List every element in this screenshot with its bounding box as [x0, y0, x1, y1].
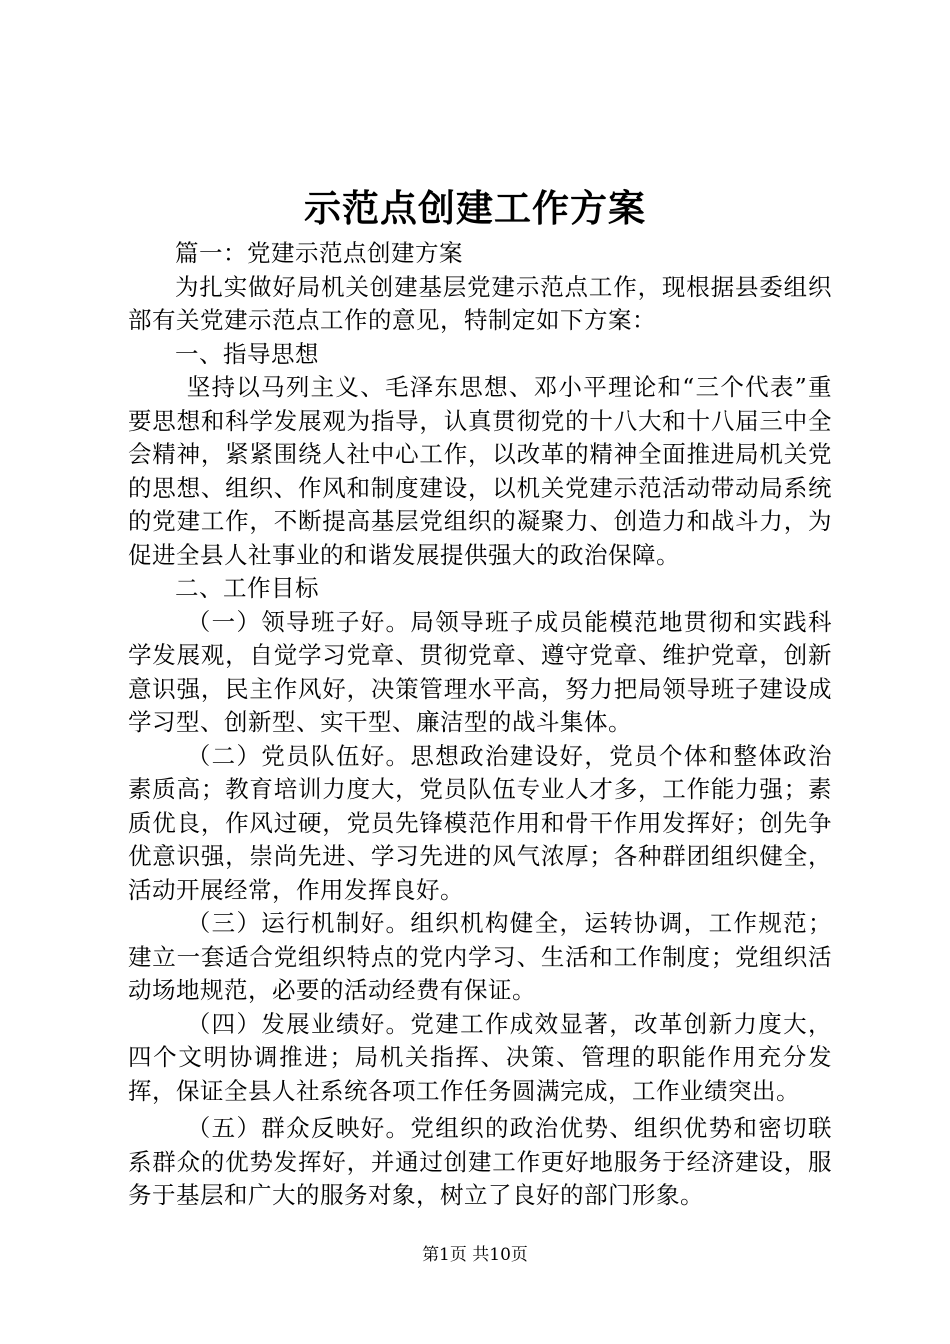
page-number-footer: 第1页 共10页: [422, 1245, 528, 1265]
goal-paragraph-4: （四）发展业绩好。党建工作成效显著，改革创新力度大，四个文明协调推进；局机关指挥、决策、管理的职能作用充分发挥，保证全县人社系统各项工作任务圆满完成，工作业绩突出。: [128, 1009, 832, 1105]
guiding-ideology-paragraph: 坚持以马列主义、毛泽东思想、邓小平理论和“三个代表”重要思想和科学发展观为指导，认真贯彻党的十八大和十八届三中全会精神，紧紧围绕人社中心工作，以改革的精神全面推进局机关党的思想、组织、作风和制度建设，以机关党建示范活动带动局系统的党建工作，不断提高基层党组织的凝聚力、创造力和战斗力，为促进全县人社事业的和谐发展提供强大的政治保障。: [128, 373, 832, 569]
goal-paragraph-3: （三）运行机制好。组织机构健全，运转协调，工作规范；建立一套适合党组织特点的党内学习、生活和工作制度；党组织活动场地规范，必要的活动经费有保证。: [128, 909, 832, 1004]
heading-guiding-ideology: 一、指导思想: [175, 339, 319, 368]
heading-work-goals: 二、工作目标: [175, 574, 319, 602]
document-body: [128, 237, 832, 1213]
document-title: 示范点创建工作方案: [304, 186, 646, 230]
section-heading-part-one: 篇一：党建示范点创建方案: [175, 239, 463, 267]
goal-paragraph-2: （二）党员队伍好。思想政治建设好，党员个体和整体政治素质高；教育培训力度大，党员队伍专业人才多，工作能力强；素质优良，作风过硬，党员先锋模范作用和骨干作用发挥好；创先争优意识强，崇尚先进、学习先进的风气浓厚；各种群团组织健全，活动开展经常，作用发挥良好。: [128, 741, 832, 904]
goal-paragraph-1: （一）领导班子好。局领导班子成员能模范地贯彻和实践科学发展观，自觉学习党章、贯彻党章、遵守党章、维护党章，创新意识强，民主作风好，决策管理水平高，努力把局领导班子建设成学习型、创新型、实干型、廉洁型的战斗集体。: [128, 607, 832, 736]
intro-paragraph: 为扎实做好局机关创建基层党建示范点工作，现根据县委组织部有关党建示范点工作的意见，特制定如下方案：: [128, 272, 832, 334]
goal-paragraph-5: （五）群众反映好。党组织的政治优势、组织优势和密切联系群众的优势发挥好，并通过创建工作更好地服务于经济建设，服务于基层和广大的服务对象，树立了良好的部门形象。: [128, 1114, 832, 1209]
